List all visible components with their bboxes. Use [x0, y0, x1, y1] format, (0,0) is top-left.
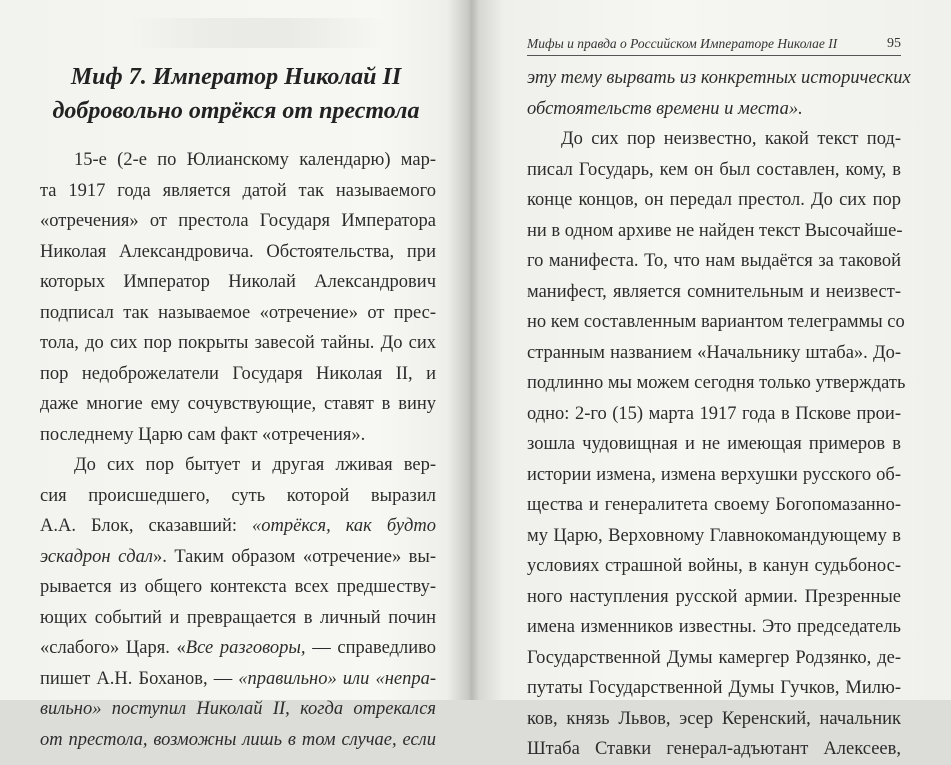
text-run: «слабого» Царя. «	[40, 638, 186, 658]
text-line	[40, 511, 436, 542]
text-line	[40, 633, 436, 664]
text-run: пишет А.Н. Боханов, —	[40, 668, 239, 689]
left-page	[0, 0, 470, 750]
chapter-title	[40, 60, 432, 128]
text-line: сия происшедшего, суть которой выразил	[40, 485, 436, 506]
text-line: путаты Государственной Думы Гучков, Милю-	[527, 678, 901, 698]
text-line: тола, до сих пор покрыты завесой тайны. До сих	[40, 333, 436, 353]
text-line: одно: 2-го (15) марта 1917 года в Пскове прои-	[527, 403, 901, 424]
text-run: — справедливо	[305, 638, 436, 658]
text-line	[40, 694, 436, 725]
text-line: Николая Александровича. Обстоятельства, при	[40, 241, 436, 262]
text-line: конце концов, он передал престол. До сих пор	[527, 190, 901, 210]
text-line: пор недоброжелатели Государя Николая II, и	[40, 363, 436, 384]
text-line: «отречения» от престола Государя Императора	[40, 211, 436, 231]
text-line: та 1917 года является датой так называемого	[40, 180, 436, 201]
text-line: ного наступления русской армии. Презренные	[527, 586, 901, 607]
text-line: имена изменников известны. Это председатель	[527, 617, 901, 637]
quote-italic: «отрёкся, как будто	[252, 516, 436, 536]
text-line	[40, 542, 436, 573]
chapter-title-line: добровольно отрёкся от престола	[52, 98, 420, 124]
text-line: странным названием «Начальнику штаба». До-	[527, 342, 901, 363]
text-line: ющих событий и превращается в личный почин	[40, 607, 436, 628]
text-line: подлинно мы можем сегодня только утверждать	[527, 373, 906, 393]
text-line: ни в одном архиве не найден текст Высочайше-	[527, 220, 903, 241]
text-line: Штаба Ставки генерал-адъютант Алексеев,	[527, 739, 901, 759]
text-run: ». Таким образом «отречение» вы-	[152, 546, 436, 567]
text-line: Государственной Думы камергер Родзянко, де-	[527, 647, 901, 668]
quote-italic: эту тему вырвать из конкретных исторических	[527, 68, 911, 88]
text-line: ков, князь Львов, эсер Керенский, начальник	[527, 708, 901, 729]
quote-italic: Все разговоры,	[185, 638, 306, 658]
quote-italic: от престола, возможны лишь в том случае, если	[40, 729, 436, 750]
quote-italic: «правильно» или «непра-	[238, 668, 437, 689]
page-number: 95	[887, 36, 901, 51]
text-line: 15-е (2-е по Юлианскому календарю) мар-	[74, 150, 436, 170]
text-line: До сих пор бытует и другая лживая вер-	[74, 455, 436, 475]
text-line: му Царю, Верховному Главнокомандующему в	[527, 525, 901, 546]
text-line	[40, 664, 436, 695]
running-header	[527, 36, 901, 56]
text-line	[40, 725, 436, 756]
right-page	[477, 0, 951, 759]
text-line: но кем составленным вариантом телеграммы со	[527, 312, 905, 332]
text-line: рывается из общего контекста всех предшеству-	[40, 577, 436, 597]
text-line: условиях страшной войны, в канун судьбонос-	[527, 556, 901, 576]
text-line: даже многие ему сочувствующие, ставят в вину	[40, 394, 436, 414]
quote-italic: эскадрон сдал	[40, 546, 153, 567]
text-line: писал Государь, кем он был составлен, кому, в	[527, 159, 901, 180]
text-line: которых Император Николай Александрович	[40, 272, 436, 292]
text-line: последнему Царю сам факт «отречения».	[40, 424, 366, 445]
text-line: подписал так называемое «отречение» от прес-	[40, 302, 436, 323]
text-line	[527, 63, 911, 94]
text-line: го манифеста. То, что нам выдаётся за таковой	[527, 251, 901, 271]
text-line: манифест, является сомнительным и неизвест-	[527, 281, 901, 302]
show-through-shadow	[130, 18, 390, 48]
header-title: Мифы и правда о Российском Императоре Николае II	[527, 36, 838, 51]
quote-italic: вильно» поступил Николай II, когда отрекался	[40, 699, 436, 719]
text-line: зошла чудовищная и не имеющая примеров в	[527, 434, 901, 454]
chapter-title-line: Миф 7. Император Николай II	[70, 64, 402, 90]
text-line: До сих пор неизвестно, какой текст под-	[561, 129, 901, 149]
left-body-text	[40, 145, 436, 755]
text-line	[527, 94, 901, 125]
text-run: А.А. Блок, сказавший:	[40, 516, 253, 536]
right-body-text	[527, 63, 911, 765]
text-line: щества и генералитета своему Богопомазанно-	[527, 495, 901, 515]
text-line: истории измена, измена верхушки русского об-	[527, 464, 901, 485]
quote-italic: обстоятельств времени и места».	[527, 98, 803, 119]
